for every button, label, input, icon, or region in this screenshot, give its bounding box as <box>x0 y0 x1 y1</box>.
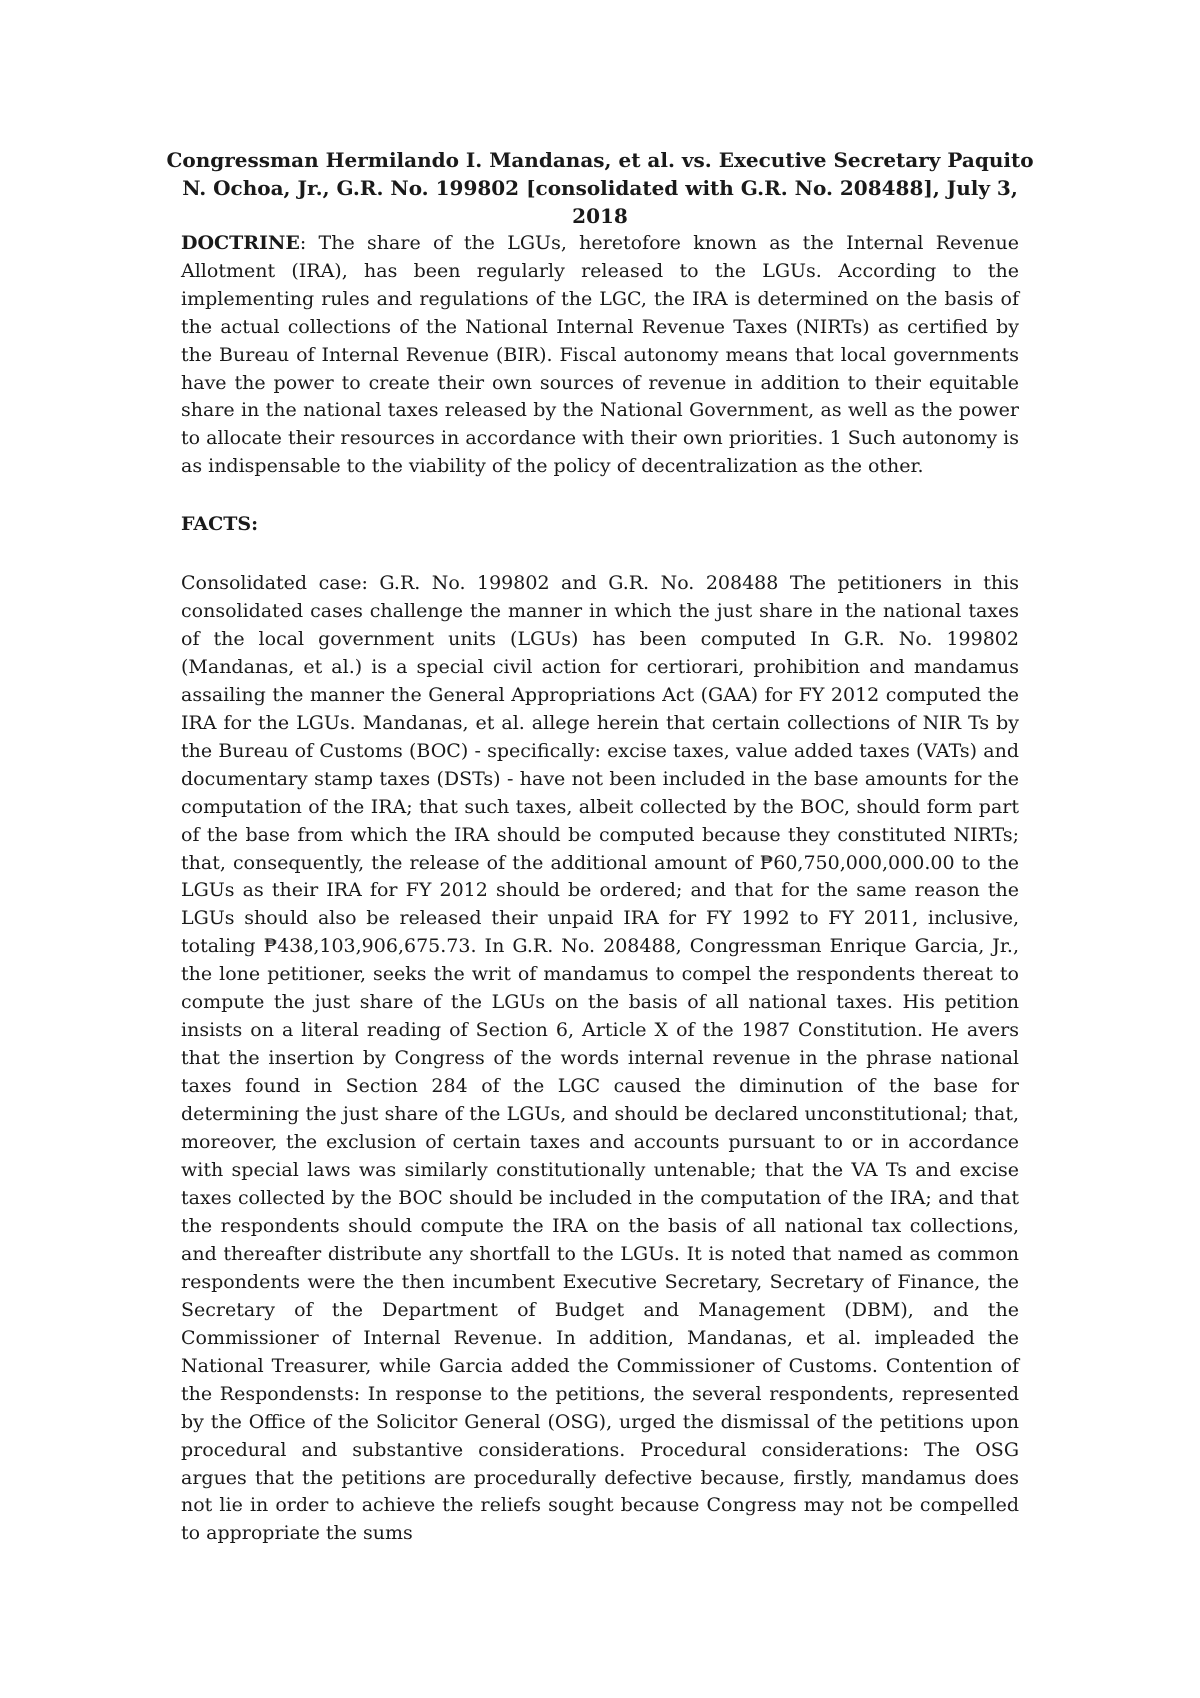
doctrine-paragraph <box>181 230 1019 481</box>
facts-paragraph: Consolidated case: G.R. No. 199802 and G.R. No. 208488 The petitioners in this consolidated cases challenge the manner in which the just share in the national taxes of the local government units (LGUs) has been computed In G.R. No. 199802 (Mandanas, et al.) is a special civil action for certiorari, prohibition and mandamus assailing the manner the General Appropriations Act (GAA) for FY 2012 computed the IRA for the LGUs. Mandanas, et al. allege herein that certain collections of NIR Ts by the Bureau of Customs (BOC) - specifically: excise taxes, value added taxes (VATs) and documentary stamp taxes (DSTs) - have not been included in the base amounts for the computation of the IRA; that such taxes, albeit collected by the BOC, should form part of the base from which the IRA should be computed because they constituted NIRTs; that, consequently, the release of the additional amount of ₱60,750,000,000.00 to the LGUs as their IRA for FY 2012 should be ordered; and that for the same reason the LGUs should also be released their unpaid IRA for FY 1992 to FY 2011, inclusive, totaling ₱438,103,906,675.73. In G.R. No. 208488, Congressman Enrique Garcia, Jr., the lone petitioner, seeks the writ of mandamus to compel the respondents thereat to compute the just share of the LGUs on the basis of all national taxes. His petition insists on a literal reading of Section 6, Article X of the 1987 Constitution. He avers that the insertion by Congress of the words internal revenue in the phrase national taxes found in Section 284 of the LGC caused the diminution of the base for determining the just share of the LGUs, and should be declared unconstitutional; that, moreover, the exclusion of certain taxes and accounts pursuant to or in accordance with special laws was similarly constitutionally untenable; that the VA Ts and excise taxes collected by the BOC should be included in the computation of the IRA; and that the respondents should compute the IRA on the basis of all national tax collections, and thereafter distribute any shortfall to the LGUs. It is noted that named as common respondents were the then incumbent Executive Secretary, Secretary of Finance, the Secretary of the Department of Budget and Management (DBM), and the Commissioner of Internal Revenue. In addition, Mandanas, et al. impleaded the National Treasurer, while Garcia added the Commissioner of Customs. Contention of the Respondensts: In response to the petitions, the several respondents, represented by the Office of the Solicitor General (OSG), urged the dismissal of the petitions upon procedural and substantive considerations. Procedural considerations: The OSG argues that the petitions are procedurally defective because, firstly, mandamus does not lie in order to achieve the reliefs sought because Congress may not be compelled to appropriate the sums <box>181 572 1019 1545</box>
doctrine-label: DOCTRINE <box>181 232 300 254</box>
facts-heading: FACTS: <box>181 513 259 535</box>
doctrine-text: : The share of the LGUs, heretofore known as the Internal Revenue Allotment (IRA), has been regularly released to the LGUs. According to the implementing rules and regulations of the LGC, the IRA is determined on the basis of the actual collections of the National Internal Revenue Taxes (NIRTs) as certified by the Bureau of Internal Revenue (BIR). Fiscal autonomy means that local governments have the power to create their own sources of revenue in addition to their equitable share in the national taxes released by the National Government, as well as the power to allocate their resources in accordance with their own priorities. 1 Such autonomy is as indispensable to the viability of the policy of decentralization as the other. <box>181 232 1019 478</box>
case-title: Congressman Hermilando I. Mandanas, et al. vs. Executive Secretary Paquito N. Ochoa, Jr., G.R. No. 199802 [consolidated with G.R. No. 208488], July 3, 2018 <box>166 148 1034 228</box>
